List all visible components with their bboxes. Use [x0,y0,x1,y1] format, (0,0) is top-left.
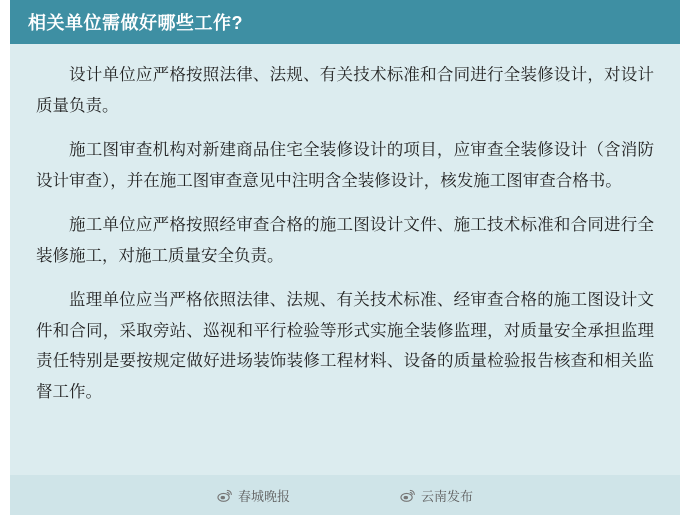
paragraph: 施工图审查机构对新建商品住宅全装修设计的项目，应审查全装修设计（含消防设计审查），并在施工图审查意见中注明含全装修设计，核发施工图审查合格书。 [36,141,654,190]
paragraph: 设计单位应严格按照法律、法规、有关技术标准和合同进行全装修设计，对设计质量负责。 [36,66,654,115]
article-footer [10,475,680,515]
credit-label: 春城晚报 [237,488,290,504]
article-header [10,0,680,44]
article-card [10,0,680,515]
credit-source-1 [217,486,290,505]
paragraph: 监理单位应当严格依照法律、法规、有关技术标准、经审查合格的施工图设计文件和合同，采取旁站、巡视和平行检验等形式实施全装修监理，对质量安全承担监理责任特别是要按规定做好进场装饰装修工程材料、设备的质量检验报告核查和相关监督工作。 [36,291,654,401]
credit-label: 云南发布 [421,488,474,504]
paragraph: 施工单位应严格按照经审查合格的施工图设计文件、施工技术标准和合同进行全装修施工，对施工质量安全负责。 [36,216,654,265]
page-title: 相关单位需做好哪些工作? [28,13,243,33]
credit-source-2 [400,486,473,505]
weibo-icon [400,488,415,503]
weibo-icon [217,488,232,503]
article-body [10,44,680,407]
